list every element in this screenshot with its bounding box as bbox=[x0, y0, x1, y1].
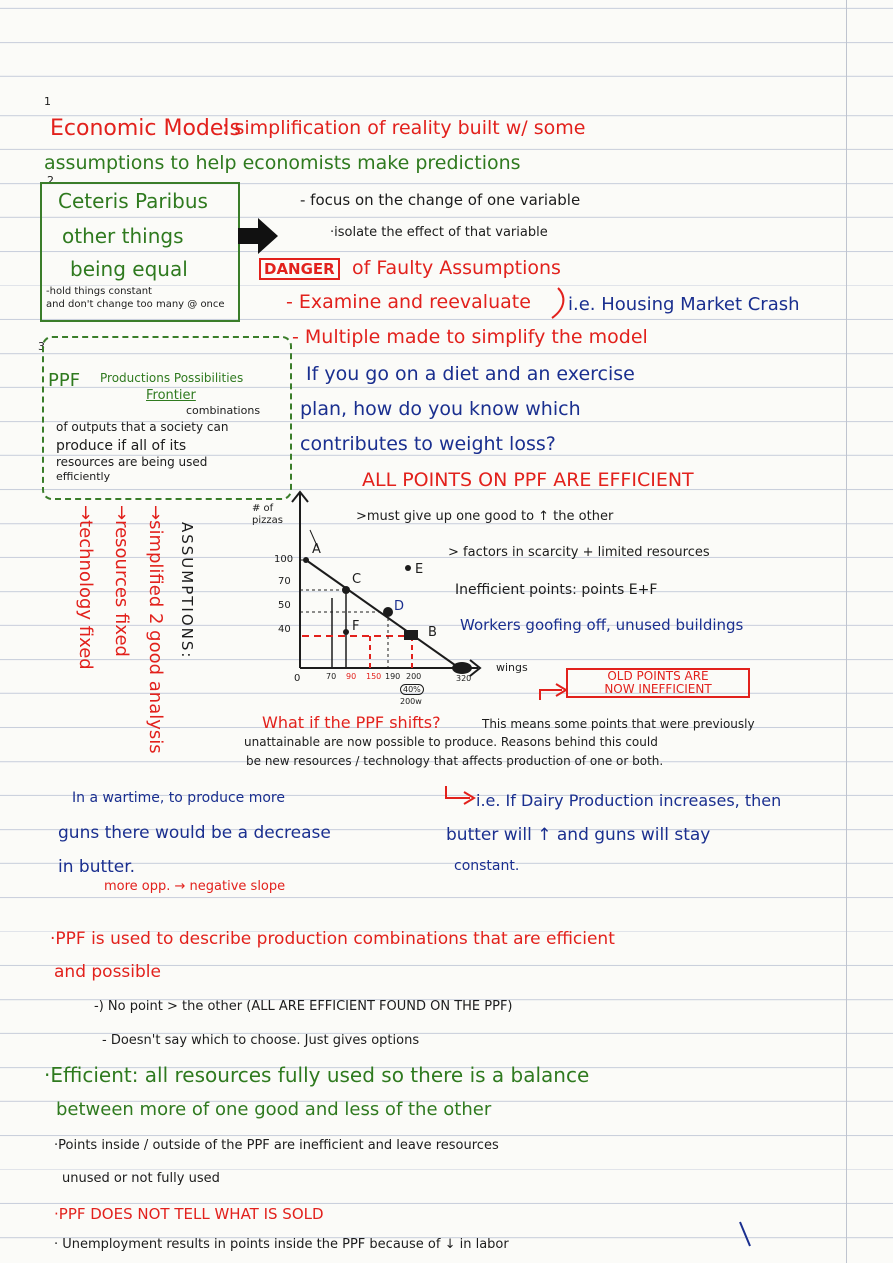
item-number-1: 1 bbox=[44, 95, 51, 108]
diet-line1: If you go on a diet and an exercise bbox=[306, 363, 635, 385]
x-tick-0: 0 bbox=[294, 673, 301, 684]
point-b bbox=[404, 630, 418, 640]
econ-models-line2: assumptions to help economists make predictions bbox=[44, 152, 521, 174]
ppf-def3: resources are being used bbox=[56, 455, 208, 469]
efficient-line2: between more of one good and less of the other bbox=[56, 1099, 492, 1120]
point-f bbox=[343, 629, 349, 635]
label-point-c: C bbox=[352, 572, 362, 587]
note-workers: Workers goofing off, unused buildings bbox=[460, 616, 744, 634]
assumption-resources-fixed: →resources fixed bbox=[111, 505, 132, 657]
point-e bbox=[405, 565, 411, 571]
war-line2: guns there would be a decrease bbox=[58, 823, 331, 843]
ppf-def2: produce if all of its bbox=[56, 438, 187, 454]
dairy-line3: constant. bbox=[454, 858, 520, 874]
note-inefficient: Inefficient points: points E+F bbox=[455, 582, 658, 598]
points-inside-line1: ·Points inside / outside of the PPF are inefficient and leave resources bbox=[54, 1138, 499, 1153]
danger-example: i.e. Housing Market Crash bbox=[568, 294, 800, 315]
x-tick-note-2: 200w bbox=[400, 697, 422, 706]
danger-label: DANGER bbox=[259, 258, 340, 280]
label-point-b: B bbox=[428, 625, 437, 640]
bracket-icon bbox=[552, 288, 563, 318]
focus-line1: - focus on the change of one variable bbox=[300, 191, 581, 209]
diet-line3: contributes to weight loss? bbox=[300, 433, 556, 455]
shift-answer3: be new resources / technology that affects production of one or both. bbox=[246, 754, 664, 768]
ceteris-line2: other things bbox=[62, 224, 184, 248]
assumption-two-goods: →simplified 2 good analysis bbox=[145, 505, 166, 754]
ppf-used-line1: ·PPF is used to describe production combinations that are efficient bbox=[50, 929, 615, 949]
does-not-tell: ·PPF DOES NOT TELL WHAT IS SOLD bbox=[54, 1205, 324, 1223]
x-tick-200: 200 bbox=[406, 672, 422, 681]
y-tick-100: 100 bbox=[274, 554, 294, 565]
note-give-up: >must give up one good to ↑ the other bbox=[356, 509, 614, 524]
diet-line2: plan, how do you know which bbox=[300, 398, 581, 420]
danger-text: of Faulty Assumptions bbox=[352, 257, 561, 279]
ceteris-line1: Ceteris Paribus bbox=[58, 189, 208, 213]
label-point-a: A bbox=[312, 542, 321, 557]
ceteris-note1: -hold things constant bbox=[46, 286, 152, 297]
note-factors: > factors in scarcity + limited resources bbox=[448, 545, 710, 560]
graph-x-label: wings bbox=[496, 661, 528, 674]
x-tick-70: 70 bbox=[326, 672, 337, 681]
item-number-2: 2 bbox=[47, 174, 54, 187]
point-c bbox=[342, 586, 350, 594]
red-arrow-dairy bbox=[446, 786, 470, 798]
doesnt-say-line: - Doesn't say which to choose. Just gives options bbox=[102, 1033, 420, 1048]
points-inside-line2: unused or not fully used bbox=[62, 1171, 220, 1186]
all-points-efficient: ALL POINTS ON PPF ARE EFFICIENT bbox=[362, 469, 694, 491]
econ-models-line1: : simplification of reality built w/ some bbox=[222, 117, 586, 139]
dairy-line1: i.e. If Dairy Production increases, then bbox=[476, 791, 782, 810]
shift-question: What if the PPF shifts? bbox=[262, 713, 441, 732]
efficient-line1: ·Efficient: all resources fully used so there is a balance bbox=[44, 1063, 590, 1087]
y-tick-40: 40 bbox=[278, 624, 291, 635]
old-points-line2: NOW INEFFICIENT bbox=[604, 682, 712, 696]
graph-y-label: # of pizzas bbox=[252, 503, 283, 526]
y-tick-50: 50 bbox=[278, 600, 291, 611]
shift-answer1: This means some points that were previously bbox=[482, 717, 755, 731]
war-line1: In a wartime, to produce more bbox=[72, 790, 285, 806]
ppf-combinations: combinations bbox=[186, 404, 261, 417]
assumptions-title: ASSUMPTIONS: bbox=[178, 522, 196, 660]
x-intercept-mark bbox=[452, 662, 472, 674]
no-point-line: -) No point > the other (ALL ARE EFFICIENT FOUND ON THE PPF) bbox=[94, 999, 513, 1014]
ceteris-note2: and don't change too many @ once bbox=[46, 299, 225, 310]
ceteris-line3: being equal bbox=[70, 257, 188, 281]
focus-line2: ·isolate the effect of that variable bbox=[330, 225, 548, 240]
x-tick-320: 320 bbox=[456, 674, 472, 683]
dairy-line2: butter will ↑ and guns will stay bbox=[446, 825, 711, 845]
point-a bbox=[303, 557, 309, 563]
ppf-def1: of outputs that a society can bbox=[56, 420, 229, 434]
y-tick-70: 70 bbox=[278, 576, 291, 587]
shift-answer2: unattainable are now possible to produce. Reasons behind this could bbox=[244, 735, 658, 749]
old-points-line1: OLD POINTS ARE bbox=[607, 669, 709, 683]
ppf-used-line2: and possible bbox=[54, 962, 161, 982]
label-point-f: F bbox=[352, 619, 360, 634]
item-number-3: 3 bbox=[38, 340, 45, 353]
danger-examine: - Examine and reevaluate bbox=[286, 291, 531, 313]
ppf-acronym: PPF bbox=[48, 370, 81, 391]
x-tick-note-1: 40% bbox=[400, 684, 424, 695]
right-arrow-icon bbox=[238, 218, 278, 254]
label-point-d: D bbox=[394, 599, 405, 614]
war-line3: in butter. bbox=[58, 857, 136, 877]
x-tick-90: 90 bbox=[346, 672, 357, 681]
econ-models-title: Economic Models bbox=[50, 116, 242, 141]
old-points-box bbox=[566, 668, 750, 698]
point-d bbox=[383, 607, 393, 617]
ppf-name: Productions Possibilities bbox=[100, 371, 244, 385]
blue-mark bbox=[740, 1222, 750, 1246]
x-tick-150: 150 bbox=[366, 672, 382, 681]
x-tick-190: 190 bbox=[385, 672, 401, 681]
ppf-name2: Frontier bbox=[146, 388, 196, 403]
danger-multiple: - Multiple made to simplify the model bbox=[292, 326, 648, 348]
war-line4: more opp. → negative slope bbox=[104, 879, 286, 894]
ppf-def4: efficiently bbox=[56, 470, 111, 483]
unemployment-line: · Unemployment results in points inside the PPF because of ↓ in labor bbox=[54, 1237, 509, 1252]
assumption-technology-fixed: →technology fixed bbox=[75, 505, 96, 670]
label-point-e: E bbox=[415, 562, 424, 577]
